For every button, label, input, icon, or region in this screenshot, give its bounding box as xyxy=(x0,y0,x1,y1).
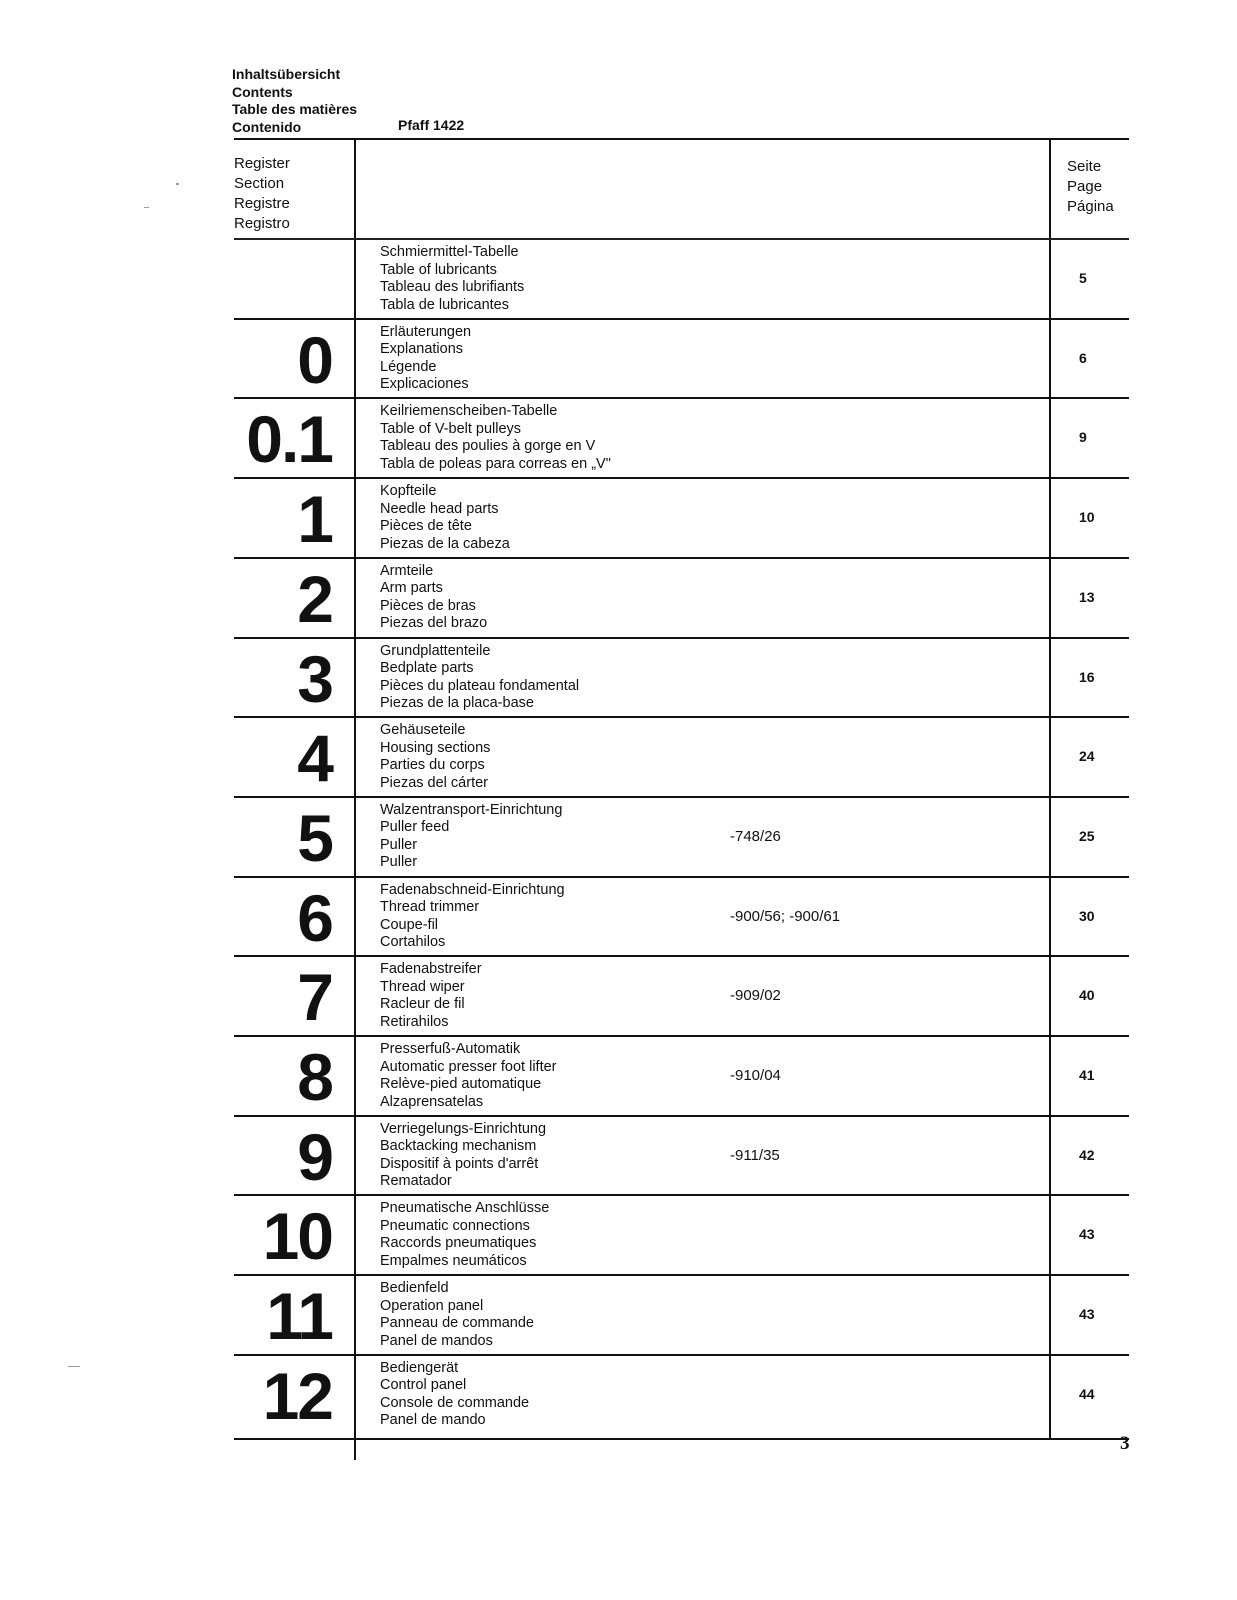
heading-line-de: Inhaltsübersicht xyxy=(232,66,341,82)
section-title-line: Tableau des poulies à gorge en V xyxy=(380,438,596,455)
section-number: 6 xyxy=(297,880,332,955)
section-title-line: Needle head parts xyxy=(380,500,499,517)
section-title xyxy=(380,483,510,553)
section-title xyxy=(380,403,611,473)
section-title-line: Fadenabschneid-Einrichtung xyxy=(380,881,565,898)
section-title-line: Tabla de poleas para correas en „V" xyxy=(380,455,611,472)
section-number: 5 xyxy=(297,800,332,875)
page-ref: 13 xyxy=(1079,588,1095,605)
section-title-line: Légende xyxy=(380,358,437,375)
section-title-line: Operation panel xyxy=(380,1297,484,1314)
heading-line-en: Contents xyxy=(232,83,293,100)
section-number: 7 xyxy=(297,960,332,1035)
section-title-line: Pièces de bras xyxy=(380,597,476,614)
section-title-line: Pneumatische Anschlüsse xyxy=(380,1200,550,1217)
section-title-line: Rematador xyxy=(380,1173,452,1190)
page-label-es: Página xyxy=(1067,198,1114,215)
section-title-line: Tableau des lubrifiants xyxy=(380,279,525,295)
section-number: 9 xyxy=(297,1119,332,1194)
section-title-line: Arm parts xyxy=(380,580,443,597)
table-row xyxy=(234,1035,1129,1117)
section-number xyxy=(234,240,332,320)
section-number: 1 xyxy=(297,482,332,557)
page-ref: 30 xyxy=(1079,907,1095,924)
section-title xyxy=(380,1121,546,1191)
heading-line-es: Contenido xyxy=(232,118,302,135)
section-title-line: Automatic presser foot lifter xyxy=(380,1058,557,1075)
section-title-line: Erläuterungen xyxy=(380,323,472,340)
section-number: 11 xyxy=(266,1279,332,1354)
section-title-line: Racleur de fil xyxy=(380,996,465,1013)
model-name: Pfaff 1422 xyxy=(398,117,465,133)
model-code: -748/26 xyxy=(730,827,781,845)
page-ref: 5 xyxy=(1079,270,1087,286)
page-ref: 9 xyxy=(1079,429,1087,446)
table-row xyxy=(234,637,1129,719)
table-row xyxy=(234,876,1129,958)
section-title-line: Retirahilos xyxy=(380,1013,449,1030)
section-label-fr: Registre xyxy=(234,195,290,212)
section-title-line: Keilriemenscheiben-Tabelle xyxy=(380,403,558,420)
section-title-line: Bediengerät xyxy=(380,1359,459,1376)
table-row xyxy=(234,557,1129,639)
section-title-line: Parties du corps xyxy=(380,757,485,774)
table-row xyxy=(234,716,1129,798)
section-title-line: Bedplate parts xyxy=(380,660,474,676)
section-title xyxy=(380,1280,534,1350)
page-ref: 43 xyxy=(1079,1226,1095,1243)
section-title xyxy=(380,1041,557,1111)
section-number: 4 xyxy=(297,721,332,796)
section-title-line: Bedienfeld xyxy=(380,1280,449,1297)
section-title-line: Alzaprensatelas xyxy=(380,1093,484,1110)
model-code: -911/35 xyxy=(730,1146,780,1164)
section-title xyxy=(380,324,471,394)
table-row xyxy=(234,796,1129,878)
section-title-line: Pièces du plateau fondamental xyxy=(380,677,580,694)
scan-speck xyxy=(68,1366,80,1367)
section-title xyxy=(380,882,565,952)
contents-heading xyxy=(232,66,357,136)
section-title xyxy=(380,802,562,872)
section-number: 12 xyxy=(262,1358,332,1433)
section-title-line: Control panel xyxy=(380,1377,467,1394)
scan-speck xyxy=(176,183,179,185)
section-title xyxy=(380,643,579,713)
section-title xyxy=(380,244,524,314)
page-ref: 41 xyxy=(1079,1067,1095,1083)
section-title xyxy=(380,563,487,633)
heading-line-fr: Table des matières xyxy=(232,101,358,117)
table-row xyxy=(234,318,1129,400)
section-title-line: Fadenabstreifer xyxy=(380,961,482,978)
section-title-line: Table of lubricants xyxy=(380,261,497,278)
section-title-line: Verriegelungs-Einrichtung xyxy=(380,1120,547,1137)
table-row xyxy=(234,477,1129,559)
section-number: 3 xyxy=(297,641,332,716)
section-number: 0 xyxy=(297,322,332,397)
section-title xyxy=(380,722,490,792)
section-column-header xyxy=(234,154,290,234)
section-number: 10 xyxy=(262,1199,332,1274)
page-ref: 43 xyxy=(1079,1306,1095,1323)
section-title-line: Tabla de lubricantes xyxy=(380,296,509,313)
section-title-line: Walzentransport-Einrichtung xyxy=(380,801,563,818)
section-title-line: Armteile xyxy=(380,562,434,579)
contents-table xyxy=(234,138,1129,1460)
section-title-line: Piezas de la placa-base xyxy=(380,695,534,711)
section-label-en: Section xyxy=(234,175,285,192)
section-title-line: Kopfteile xyxy=(380,483,437,500)
page-ref: 25 xyxy=(1079,827,1095,844)
section-title-line: Dispositif à points d'arrêt xyxy=(380,1155,539,1172)
section-title-line: Puller xyxy=(380,854,418,871)
table-row xyxy=(234,955,1129,1037)
section-title-line: Empalmes neumáticos xyxy=(380,1252,527,1269)
page-ref: 44 xyxy=(1079,1385,1095,1402)
section-title-line: Schmiermittel-Tabelle xyxy=(380,244,519,260)
section-title-line: Presserfuß-Automatik xyxy=(380,1041,521,1057)
section-title-line: Raccords pneumatiques xyxy=(380,1235,537,1252)
model-code: -909/02 xyxy=(730,987,781,1005)
section-title-line: Explanations xyxy=(380,341,464,358)
section-title-line: Gehäuseteile xyxy=(380,722,466,739)
section-title-line: Puller xyxy=(380,836,418,853)
page-ref: 42 xyxy=(1079,1146,1095,1163)
section-title-line: Panneau de commande xyxy=(380,1315,534,1332)
page-ref: 6 xyxy=(1079,349,1087,366)
section-title-line: Table of V-belt pulleys xyxy=(380,420,522,437)
section-number: 2 xyxy=(297,561,332,636)
page-ref: 16 xyxy=(1079,668,1095,685)
section-title-line: Piezas de la cabeza xyxy=(380,535,510,552)
scan-speck xyxy=(144,207,149,208)
section-title-line: Cortahilos xyxy=(380,934,446,951)
page-ref: 40 xyxy=(1079,987,1095,1004)
table-row xyxy=(234,1274,1129,1356)
section-title-line: Explicaciones xyxy=(380,376,469,393)
section-title-line: Panel de mando xyxy=(380,1412,486,1429)
section-title-line: Puller feed xyxy=(380,819,450,836)
section-title-line: Pneumatic connections xyxy=(380,1217,530,1234)
table-row xyxy=(234,397,1129,479)
model-code: -910/04 xyxy=(730,1067,781,1084)
table-bottom-rule xyxy=(234,1438,1129,1440)
section-number: 0.1 xyxy=(246,402,332,477)
section-title-line: Console de commande xyxy=(380,1394,530,1411)
page-column-header xyxy=(1067,157,1114,217)
section-title-line: Panel de mandos xyxy=(380,1332,493,1349)
page-label-de: Seite xyxy=(1067,158,1102,175)
section-title-line: Thread trimmer xyxy=(380,899,480,916)
section-number: 8 xyxy=(297,1040,332,1114)
section-title xyxy=(380,1360,529,1430)
page-ref: 24 xyxy=(1079,748,1095,765)
section-title xyxy=(380,1200,549,1270)
table-row xyxy=(234,1115,1129,1197)
section-title-line: Piezas del cárter xyxy=(380,774,488,791)
page-ref: 10 xyxy=(1079,509,1095,526)
section-title-line: Coupe-fil xyxy=(380,916,439,933)
section-title-line: Housing sections xyxy=(380,739,491,756)
section-title xyxy=(380,961,482,1031)
section-title-line: Pièces de tête xyxy=(380,518,472,535)
section-title-line: Relève-pied automatique xyxy=(380,1076,542,1092)
section-label-es: Registro xyxy=(234,215,290,232)
section-title-line: Piezas del brazo xyxy=(380,615,488,632)
table-row xyxy=(234,1354,1129,1436)
section-label-de: Register xyxy=(234,155,290,172)
section-title-line: Thread wiper xyxy=(380,978,465,995)
table-row xyxy=(234,1194,1129,1276)
page-label-en: Page xyxy=(1067,178,1103,195)
page-number: 3 xyxy=(1120,1433,1130,1454)
section-title-line: Grundplattenteile xyxy=(380,642,491,659)
table-row xyxy=(234,238,1129,320)
model-code: -900/56; -900/61 xyxy=(730,907,841,925)
section-title-line: Backtacking mechanism xyxy=(380,1138,537,1155)
